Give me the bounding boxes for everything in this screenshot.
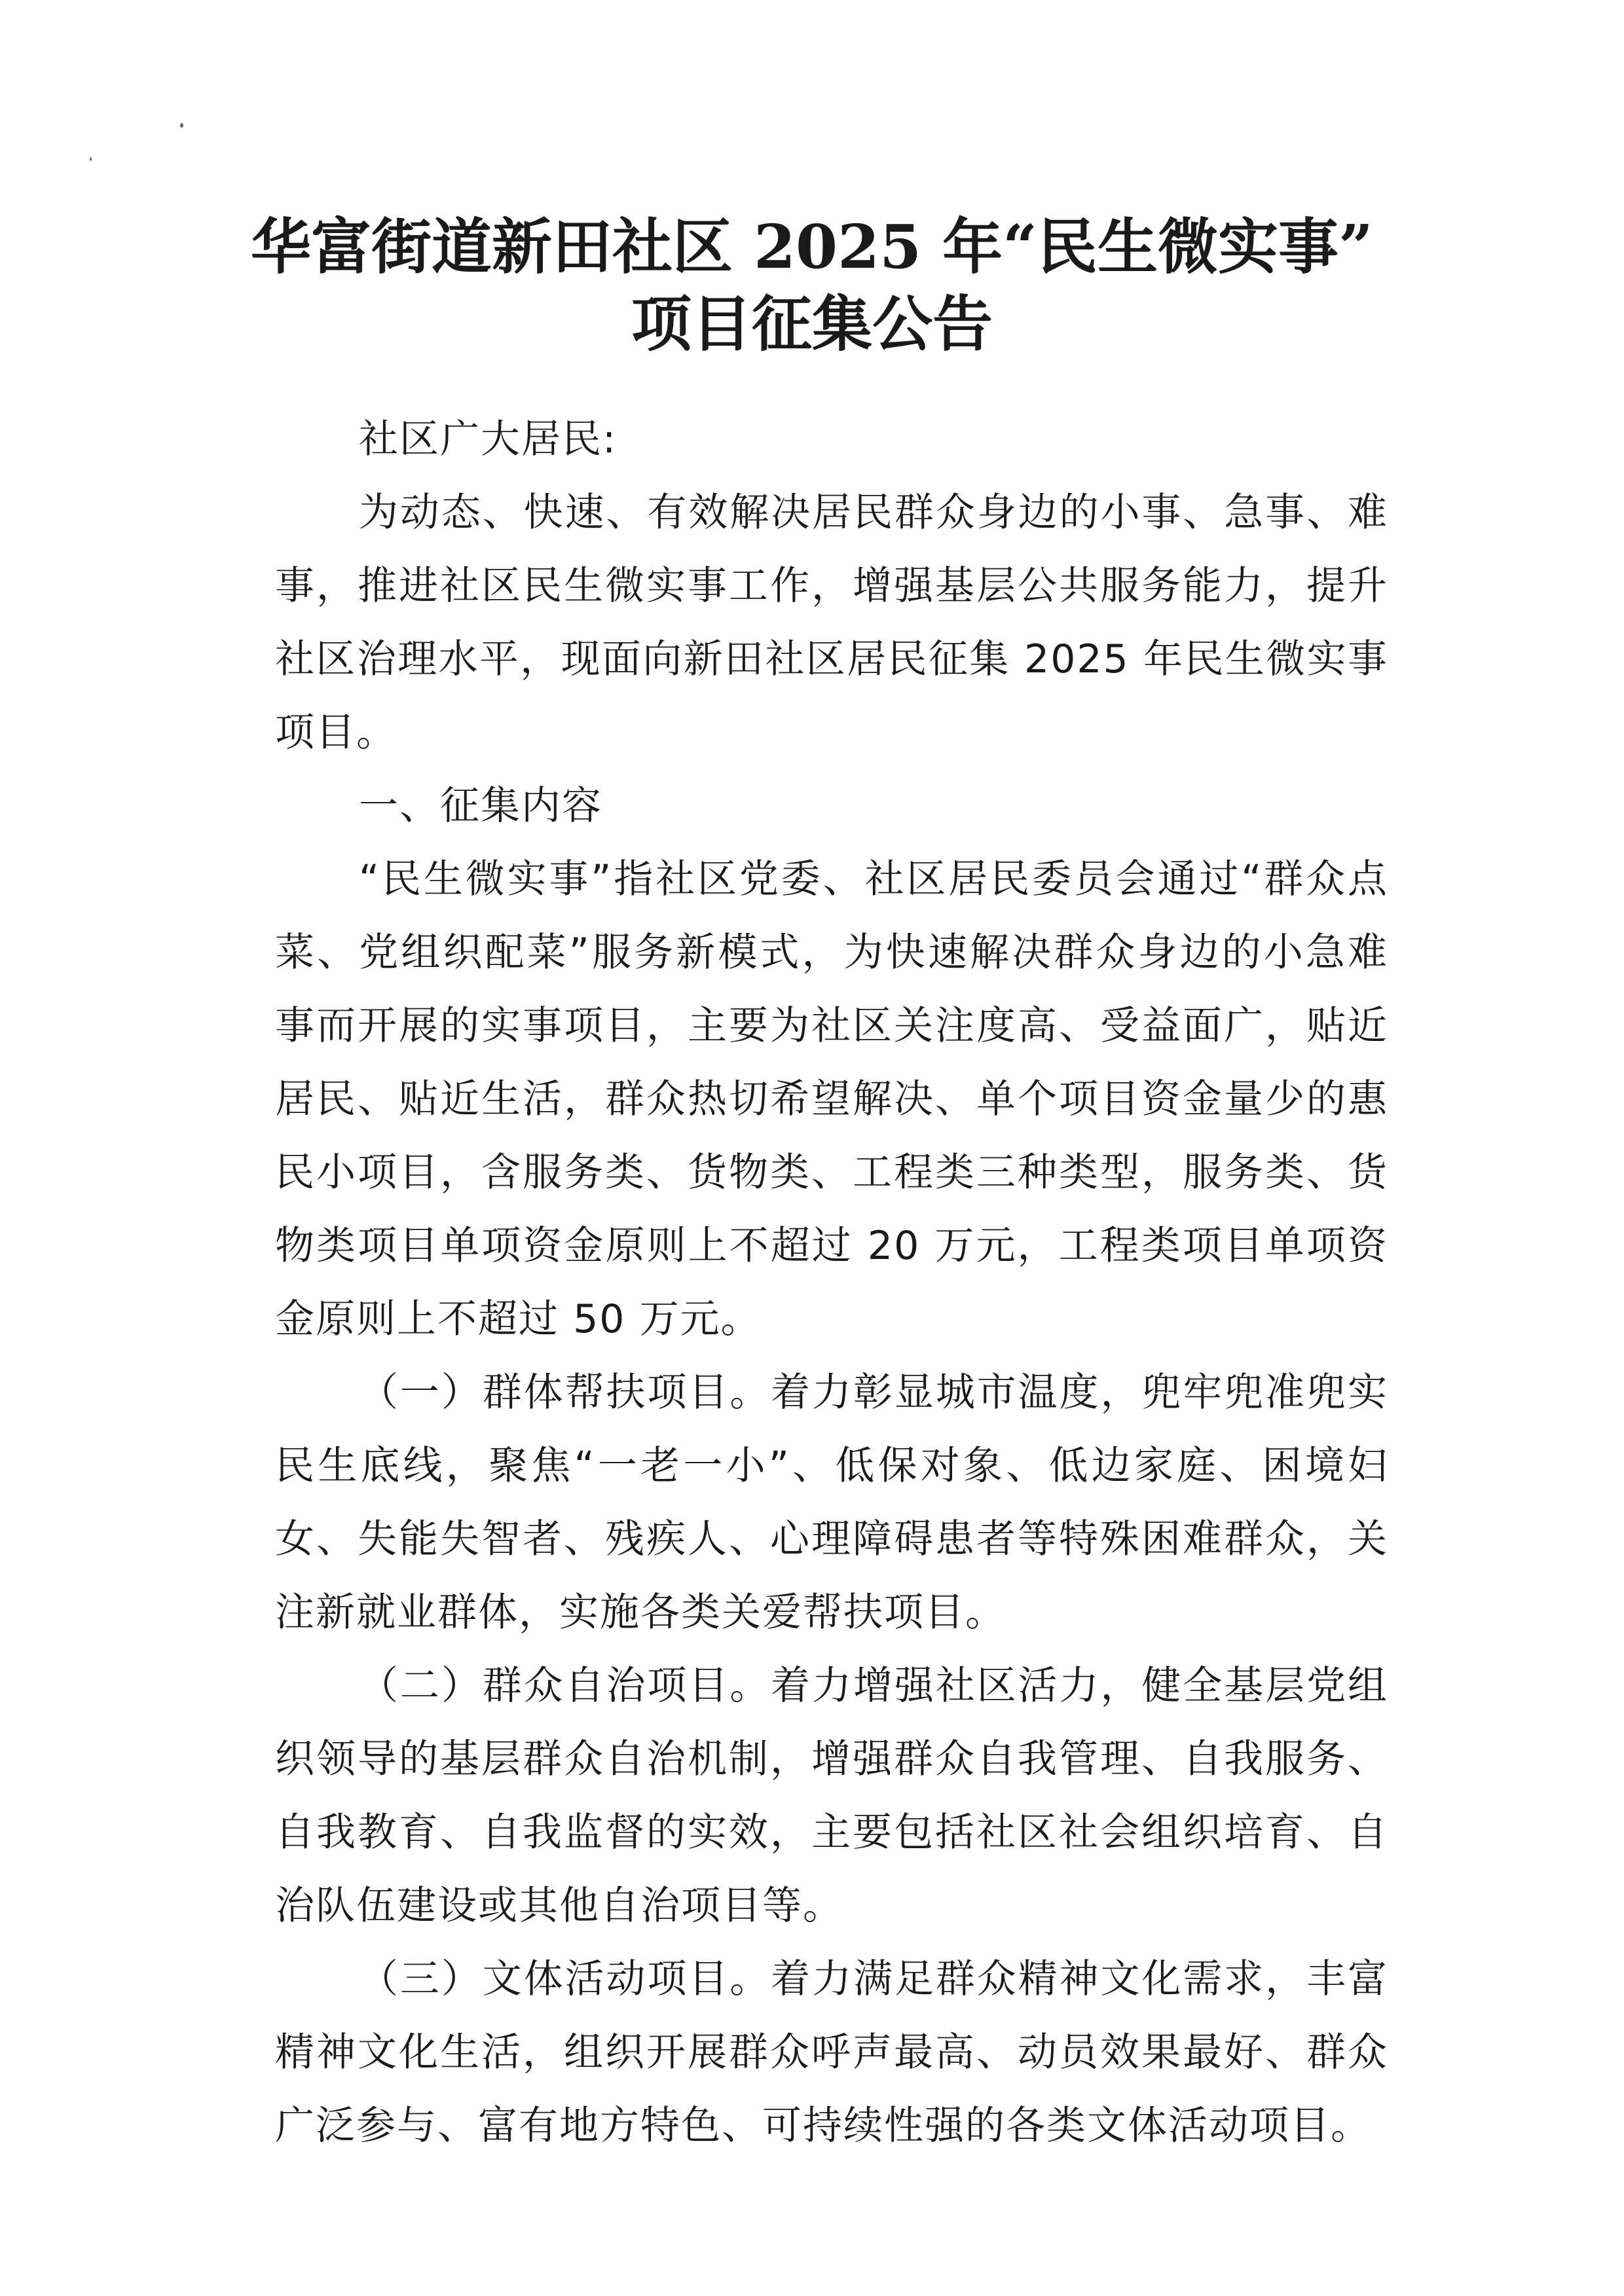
paragraph-item-2: （二）群众自治项目。着力增强社区活力，健全基层党组织领导的基层群众自治机制，增强群众自我管理、自我服务、自我教育、自我监督的实效，主要包括社区社会组织培育、自治队伍建设或其他自治项目等。 <box>275 1663 1388 1929</box>
salutation: 社区广大居民: <box>359 416 618 462</box>
paragraph-item-3: （三）文体活动项目。着力满足群众精神文化需求，丰富精神文化生活，组织开展群众呼声最高、动员效果最好、群众广泛参与、富有地方特色、可持续性强的各类文体活动项目。 <box>275 1956 1388 2149</box>
document-title-line-2: 项目征集公告 <box>631 289 993 359</box>
section-heading: 一、征集内容 <box>359 783 602 829</box>
document-body <box>275 403 1388 2162</box>
paragraph-intro: 为动态、快速、有效解决居民群众身边的小事、急事、难事，推进社区民生微实事工作，增强基层公共服务能力，提升社区治理水平，现面向新田社区居民征集 2025 年民生微实事项目。 <box>275 490 1388 756</box>
scan-speck <box>180 123 183 128</box>
paragraph-definition: “民生微实事”指社区党委、社区居民委员会通过“群众点菜、党组织配菜”服务新模式，为快速解决群众身边的小急难事而开展的实事项目，主要为社区关注度高、受益面广，贴近居民、贴近生活，群众热切希望解决、单个项目资金量少的惠民小项目，含服务类、货物类、工程类三种类型，服务类、货物类项目单项资金原则上不超过 20 万元，工程类项目单项资金原则上不超过 50 万元。 <box>275 856 1388 1342</box>
document-title-line-1: 华富街道新田社区 2025 年“民生微实事” <box>251 211 1373 282</box>
paragraph-item-1: （一）群体帮扶项目。着力彰显城市温度，兜牢兜准兜实民生底线，聚焦“一老一小”、低保对象、低边家庭、困境妇女、失能失智者、残疾人、心理障碍患者等特殊困难群众，关注新就业群体，实施各类关爱帮扶项目。 <box>275 1370 1388 1635</box>
scan-speck <box>90 157 92 161</box>
